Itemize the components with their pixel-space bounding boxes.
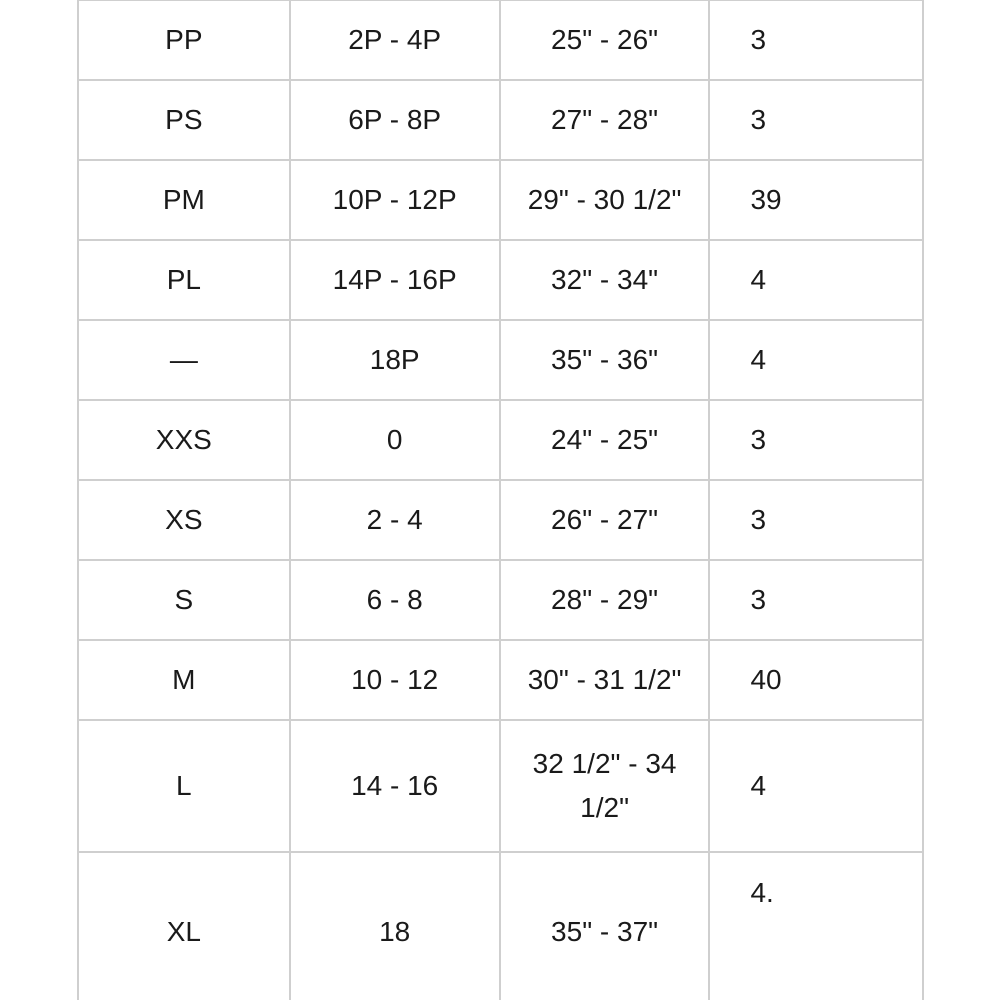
measurement-cell: 26" - 27" [500, 480, 710, 560]
numeric-size-cell: 6P - 8P [290, 80, 500, 160]
measurement-cell: 24" - 25" [500, 400, 710, 480]
numeric-size-cell: 10 - 12 [290, 640, 500, 720]
numeric-size-cell: 10P - 12P [290, 160, 500, 240]
measurement-cell: 30" - 31 1/2" [500, 640, 710, 720]
measurement-cell: 29" - 30 1/2" [500, 160, 710, 240]
table-row [78, 560, 923, 640]
table-row [78, 640, 923, 720]
truncated-measurement-cell: 3 [709, 80, 923, 160]
size-label-cell: S [78, 560, 290, 640]
table-row [78, 720, 923, 852]
numeric-size-cell: 14 - 16 [290, 720, 500, 852]
size-label-cell: XL [78, 852, 290, 1000]
numeric-size-cell: 2P - 4P [290, 0, 500, 80]
table-row [78, 320, 923, 400]
measurement-cell: 28" - 29" [500, 560, 710, 640]
measurement-cell: 35" - 37" [500, 852, 710, 1000]
size-label-cell: — [78, 320, 290, 400]
table-row [78, 852, 923, 1000]
size-label-cell: M [78, 640, 290, 720]
size-label-cell: XXS [78, 400, 290, 480]
truncated-measurement-cell: 39 [709, 160, 923, 240]
table-row [78, 240, 923, 320]
size-chart-table [77, 0, 924, 1000]
numeric-size-cell: 0 [290, 400, 500, 480]
numeric-size-cell: 14P - 16P [290, 240, 500, 320]
truncated-measurement-cell: 40 [709, 640, 923, 720]
numeric-size-cell: 2 - 4 [290, 480, 500, 560]
table-row [78, 480, 923, 560]
measurement-cell: 32 1/2" - 34 1/2" [500, 720, 710, 852]
truncated-measurement-cell: 4 [709, 240, 923, 320]
truncated-measurement-cell: 3 [709, 400, 923, 480]
numeric-size-cell: 18P [290, 320, 500, 400]
size-label-cell: PS [78, 80, 290, 160]
truncated-measurement-cell: 4 [709, 720, 923, 852]
table-row [78, 0, 923, 80]
size-label-cell: L [78, 720, 290, 852]
measurement-cell: 35" - 36" [500, 320, 710, 400]
numeric-size-cell: 18 [290, 852, 500, 1000]
numeric-size-cell: 6 - 8 [290, 560, 500, 640]
size-label-cell: PM [78, 160, 290, 240]
measurement-cell: 27" - 28" [500, 80, 710, 160]
table-row [78, 400, 923, 480]
truncated-measurement-cell: 3 [709, 480, 923, 560]
size-label-cell: PL [78, 240, 290, 320]
truncated-measurement-cell: 4. [709, 852, 923, 1000]
size-label-cell: XS [78, 480, 290, 560]
table-row [78, 160, 923, 240]
measurement-cell: 32" - 34" [500, 240, 710, 320]
truncated-measurement-cell: 3 [709, 560, 923, 640]
size-label-cell: PP [78, 0, 290, 80]
table-row [78, 80, 923, 160]
measurement-cell: 25" - 26" [500, 0, 710, 80]
truncated-measurement-cell: 4 [709, 320, 923, 400]
truncated-measurement-cell: 3 [709, 0, 923, 80]
